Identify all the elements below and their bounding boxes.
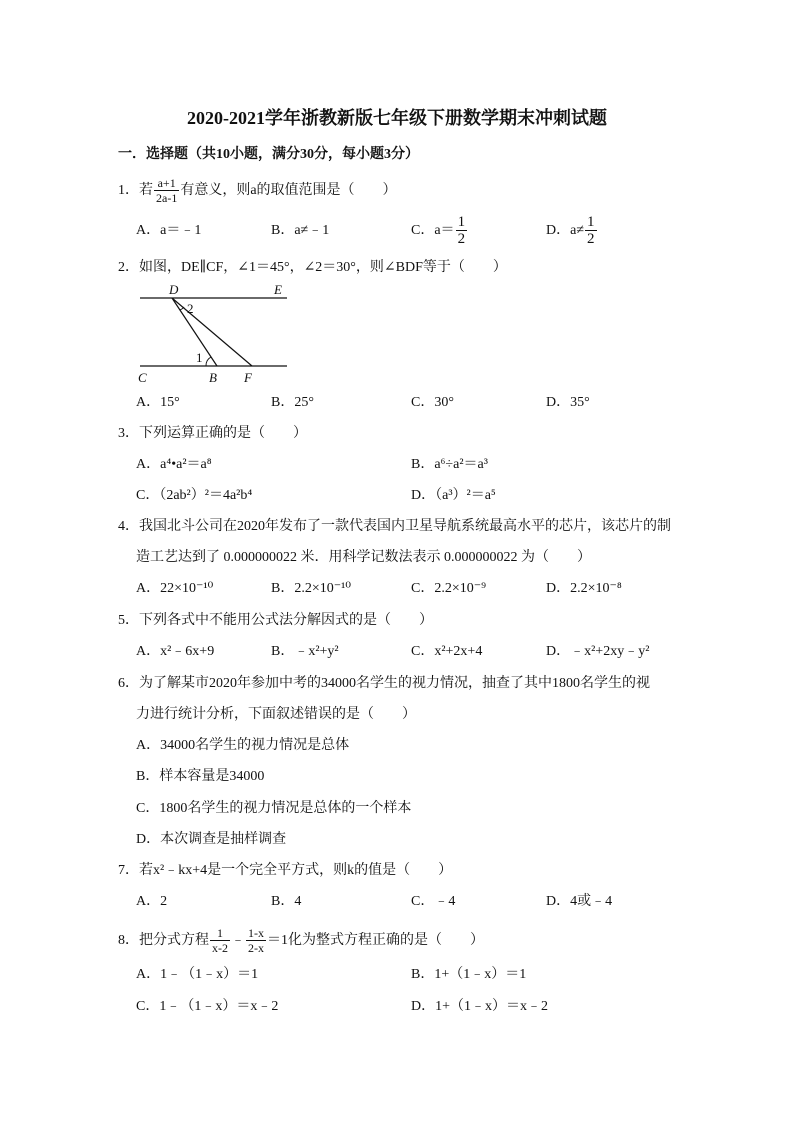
q3-option-b: B．a⁶÷a²＝a³: [411, 457, 488, 472]
q8-f2-num: 1-x: [248, 926, 264, 941]
q8-minus: ﹣: [231, 933, 245, 948]
q8-option-d: D．1+（1﹣x）＝x﹣2: [411, 999, 549, 1014]
label-e: E: [274, 282, 282, 297]
question-5: 5．下列各式中不能用公式法分解因式的是（ ）: [118, 613, 433, 628]
q2-option-b: B．25°: [271, 395, 314, 410]
q2-option-a: A．15°: [136, 395, 180, 410]
q8-prefix: 8．把分式方程: [118, 933, 209, 948]
label-b: B: [209, 370, 217, 385]
q1-c-den: 2: [457, 231, 466, 248]
q7-option-d: D．4或﹣4: [546, 894, 613, 909]
label-angle-2: 2: [187, 301, 194, 316]
question-6-line-2: 力进行统计分析，下面叙述错误的是（ ）: [136, 707, 416, 722]
q5-option-d: D．﹣x²+2xy﹣y²: [546, 644, 650, 659]
q8-f1-num: 1: [210, 926, 230, 941]
q3-option-c: C．（2ab²）²＝4a²b⁴: [136, 488, 253, 503]
q1-option-a: A．a＝﹣1: [136, 223, 202, 238]
q1-c-fraction: [456, 214, 468, 247]
q8-fraction-2: [246, 926, 266, 955]
question-8: [118, 924, 484, 958]
q8-tail: ＝1化为整式方程正确的是（ ）: [267, 933, 484, 948]
label-angle-1: 1: [196, 350, 203, 365]
question-1: [118, 176, 397, 206]
q1-number: 1．若: [118, 183, 153, 198]
q1-frac-den: 2a-1: [156, 191, 178, 206]
q4-option-d: D．2.2×10⁻⁸: [546, 581, 622, 596]
q8-option-a: A．1﹣（1﹣x）＝1: [136, 967, 259, 982]
page-title: 2020-2021学年浙教新版七年级下册数学期末冲刺试题: [187, 108, 607, 128]
q1-option-d: [546, 214, 598, 248]
q1-d-prefix: D．a≠: [546, 223, 585, 238]
q1-option-b: B．a≠﹣1: [271, 223, 330, 238]
line-db: [172, 298, 217, 366]
q1-c-num: 1: [457, 214, 466, 231]
q6-option-b: B．样本容量是34000: [136, 769, 265, 784]
question-6-line-1: 6．为了解某市2020年参加中考的34000名学生的视力情况，抽查了其中1800名学生的视: [118, 676, 650, 691]
q3-option-d: D．（a³）²＝a⁵: [411, 488, 496, 503]
q7-option-c: C．﹣4: [411, 894, 456, 909]
q5-option-a: A．x²﹣6x+9: [136, 644, 215, 659]
label-f: F: [244, 370, 252, 385]
q8-option-c: C．1﹣（1﹣x）＝x﹣2: [136, 999, 279, 1014]
section-heading: 一．选择题（共10小题，满分30分，每小题3分）: [118, 147, 419, 162]
q7-option-b: B．4: [271, 894, 302, 909]
q8-fraction-1: [210, 926, 230, 955]
q1-d-fraction: [585, 214, 597, 247]
angle-2-arc: [180, 307, 184, 310]
angle-1-arc: [206, 357, 211, 366]
q6-option-d: D．本次调查是抽样调查: [136, 832, 287, 847]
q8-f2-den: 2-x: [248, 941, 264, 956]
q6-option-a: A．34000名学生的视力情况是总体: [136, 738, 350, 753]
q4-option-b: B．2.2×10⁻¹⁰: [271, 581, 351, 596]
q2-figure: [130, 280, 300, 390]
question-3: 3．下列运算正确的是（ ）: [118, 426, 307, 441]
q1-c-prefix: C．a＝: [411, 223, 455, 238]
q1-tail: 有意义，则a的取值范围是（ ）: [180, 183, 397, 198]
q1-d-den: 2: [587, 231, 595, 248]
q1-frac-num: a+1: [154, 176, 179, 191]
q8-option-b: B．1+（1﹣x）＝1: [411, 967, 527, 982]
question-4-line-2: 造工艺达到了 0.000000022 米．用科学记数法表示 0.000000022 为（ ）: [136, 550, 591, 565]
q4-option-c: C．2.2×10⁻⁹: [411, 581, 487, 596]
q3-option-a: A．a⁴•a²＝a⁸: [136, 457, 212, 472]
q4-option-a: A．22×10⁻¹⁰: [136, 581, 214, 596]
q1-d-num: 1: [587, 214, 595, 231]
label-d: D: [169, 282, 179, 297]
label-c: C: [138, 370, 147, 385]
q1-option-c: [411, 214, 468, 248]
q6-option-c: C．1800名学生的视力情况是总体的一个样本: [136, 801, 412, 816]
line-df: [172, 298, 252, 366]
q1-fraction: [154, 176, 179, 205]
question-7: 7．若x²﹣kx+4是一个完全平方式，则k的值是（ ）: [118, 863, 453, 878]
q2-option-c: C．30°: [411, 395, 454, 410]
q2-option-d: D．35°: [546, 395, 590, 410]
question-4-line-1: 4．我国北斗公司在2020年发布了一款代表国内卫星导航系统最高水平的芯片，该芯片的制: [118, 519, 671, 534]
q5-option-c: C．x²+2x+4: [411, 644, 483, 659]
question-2: 2．如图，DE∥CF，∠1＝45°，∠2＝30°，则∠BDF等于（ ）: [118, 260, 507, 275]
q5-option-b: B．﹣x²+y²: [271, 644, 339, 659]
q8-f1-den: x-2: [212, 941, 228, 956]
q7-option-a: A．2: [136, 894, 168, 909]
